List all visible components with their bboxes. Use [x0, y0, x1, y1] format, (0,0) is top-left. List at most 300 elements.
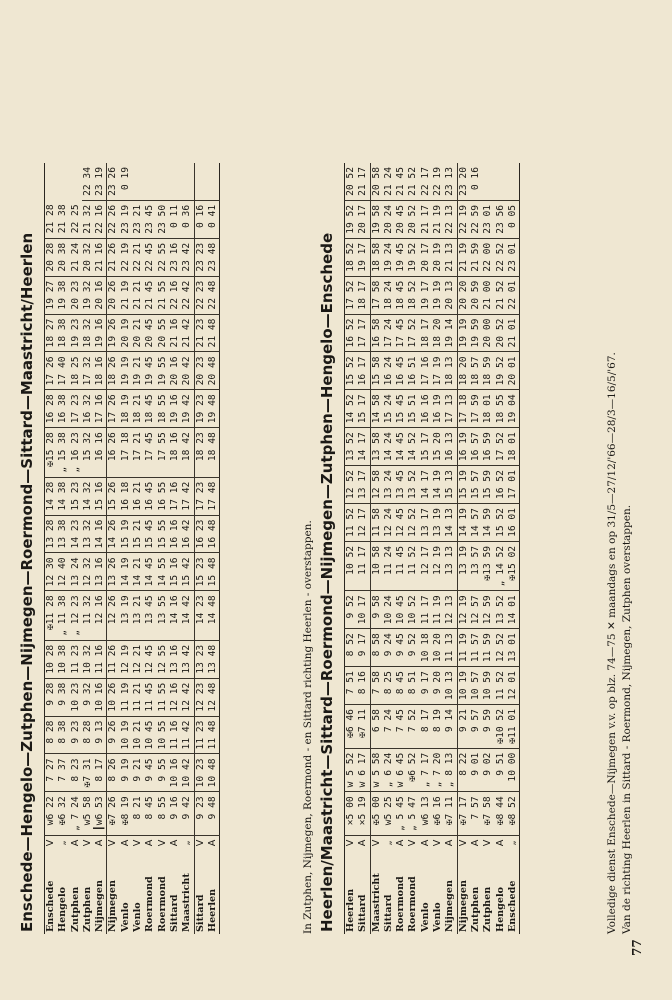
time-cell: 12 42	[181, 678, 194, 716]
time-cell: 18 57	[470, 352, 482, 390]
time-cell: 8 23	[70, 754, 82, 792]
time-cell: 17 52	[407, 314, 419, 352]
time-cell: 21 17	[357, 163, 370, 200]
time-cell: 22 25	[70, 200, 82, 238]
station-name: Nijmegen	[94, 880, 106, 932]
arrival-departure-marker: „	[506, 840, 518, 846]
time-cell: 10 57	[470, 667, 482, 705]
time-cell: 21 48	[207, 314, 220, 352]
time-cell: ✠11 01	[507, 705, 520, 749]
time-cell: 16 55	[157, 477, 169, 515]
station-name: Zutphen	[69, 886, 81, 932]
time-cell: 15 19	[457, 466, 470, 504]
time-cell: 23 19	[120, 200, 132, 238]
time-cell: 14 45	[144, 553, 156, 591]
time-cell: 19 23	[70, 314, 82, 352]
time-cell: 16 38	[57, 390, 69, 428]
station-name: Roermond	[407, 876, 419, 932]
time-cell: 15 20	[432, 428, 444, 466]
time-cell: 21 13	[444, 238, 457, 276]
time-cell: 11 23	[70, 640, 82, 678]
time-cell: 11 16	[94, 640, 107, 678]
time-cell: 22 55	[157, 238, 169, 276]
time-cell: 7 58	[370, 667, 383, 705]
time-cell: 15 48	[207, 553, 220, 591]
time-cell: 14 19	[120, 553, 132, 591]
time-cell: 14 17	[420, 466, 432, 504]
time-cell: ✕5 00	[345, 792, 358, 836]
timetable-row	[407, 163, 419, 934]
time-cell: 19 14	[444, 314, 457, 352]
time-cell: 9 38	[57, 678, 69, 716]
arrival-departure-marker: A	[469, 839, 481, 847]
time-cell: 19 24	[383, 238, 395, 276]
arrival-departure-marker: „	[181, 840, 193, 846]
station-name: Zutphen	[81, 886, 93, 932]
time-cell: 12 24	[383, 504, 395, 542]
time-cell: 23 45	[144, 200, 156, 238]
time-cell: 9 26	[107, 716, 120, 754]
time-cell: 16 24	[383, 352, 395, 390]
time-cell: 11 19	[120, 678, 132, 716]
station-name: Maastricht	[370, 850, 383, 934]
time-cell: 21 45	[144, 276, 156, 314]
time-cell: 10 58	[370, 541, 383, 590]
time-cell: 22 23	[194, 276, 207, 314]
time-cell: 19 19	[120, 352, 132, 390]
time-cell: 7 51	[345, 667, 358, 705]
time-cell: 14 32	[82, 477, 94, 515]
time-cell: 20 55	[157, 314, 169, 352]
arrival-departure-marker: A	[444, 839, 456, 847]
time-cell: 17 23	[194, 477, 207, 515]
time-cell: 21 26	[107, 238, 120, 276]
time-cell: 21 52	[495, 276, 507, 314]
station-name: Venlo	[419, 902, 431, 932]
time-cell: 17 18	[457, 390, 470, 428]
time-cell: 13 19	[457, 541, 470, 590]
time-cell: 13 52	[345, 428, 358, 466]
time-cell: 22 26	[107, 200, 120, 238]
timetable-row	[207, 163, 220, 934]
time-cell	[157, 163, 169, 200]
station-name: Venlo	[432, 902, 444, 932]
time-cell: 8 45	[395, 667, 407, 705]
station-name: Roermond	[156, 876, 168, 932]
time-cell: 11 17	[357, 541, 370, 590]
time-cell: 18 42	[181, 428, 194, 477]
time-cell: 17 19	[432, 352, 444, 390]
time-cell: 8 28	[45, 716, 58, 754]
timetable-row	[357, 163, 370, 934]
time-cell: 16 52	[345, 314, 358, 352]
time-cell: ✠7 11	[444, 792, 457, 836]
time-cell: 8 17	[420, 705, 432, 749]
time-cell: 15 55	[157, 515, 169, 553]
arrival-departure-marker: V	[81, 839, 93, 847]
time-cell: 20 16	[169, 352, 181, 390]
station-name: Heerlen	[345, 888, 356, 932]
time-cell: 21 17	[420, 200, 432, 238]
time-cell: 9 21	[132, 754, 144, 792]
time-cell: 13 45	[144, 591, 156, 640]
time-cell: 18 17	[357, 276, 370, 314]
time-cell: 22 48	[207, 276, 220, 314]
time-cell: 22 19	[432, 163, 444, 200]
time-cell: 19 59	[470, 314, 482, 352]
timetable-row	[495, 163, 507, 934]
time-cell: 15 26	[107, 477, 120, 515]
time-cell: 7 57	[470, 792, 482, 836]
time-cell: 16 21	[132, 477, 144, 515]
arrival-departure-marker: „	[382, 840, 394, 846]
time-cell: 9 58	[370, 591, 383, 629]
time-cell: 18 20	[457, 352, 470, 390]
time-cell: „ 14 52	[495, 541, 507, 590]
time-cell: 8 38	[57, 716, 69, 754]
time-cell: 16 48	[207, 515, 220, 553]
time-cell: 17 23	[70, 390, 82, 428]
time-cell: 9 57	[470, 705, 482, 749]
station-name: Sittard	[168, 894, 180, 932]
station-name: Roermond	[395, 876, 407, 932]
arrival-departure-marker: A	[357, 839, 369, 847]
time-cell: 12 16	[169, 678, 181, 716]
time-cell: 19 52	[495, 352, 507, 390]
time-cell: 18 17	[420, 314, 432, 352]
time-cell: 15 58	[370, 352, 383, 390]
time-cell: 17 17	[357, 314, 370, 352]
time-cell: 20 19	[120, 314, 132, 352]
time-cell	[144, 163, 156, 200]
time-cell: 21 45	[395, 163, 407, 200]
time-cell: 16 59	[482, 428, 494, 466]
time-cell: 20 16	[94, 276, 107, 314]
time-cell: 14 23	[194, 591, 207, 640]
time-cell: 21 19	[457, 238, 470, 276]
time-cell: 17 18	[120, 428, 132, 477]
time-cell: 11 45	[395, 541, 407, 590]
time-cell: 20 48	[207, 352, 220, 390]
time-cell: 18 58	[370, 238, 383, 276]
time-cell: 8 19	[432, 705, 444, 749]
time-cell: 10 13	[444, 667, 457, 705]
arrival-departure-marker: V	[132, 839, 144, 847]
time-cell: 15 24	[383, 390, 395, 428]
time-cell: 11 52	[407, 541, 419, 590]
timetable-row	[94, 163, 107, 934]
time-cell: 19 48	[207, 390, 220, 428]
time-cell: 10 52	[345, 541, 358, 590]
time-cell: 19 32	[82, 276, 94, 314]
time-cell: 21 16	[94, 238, 107, 276]
time-cell: 17 24	[383, 314, 395, 352]
arrival-departure-marker: A	[144, 839, 156, 847]
time-cell: 18 45	[144, 390, 156, 428]
time-cell: „ 12 23	[70, 591, 82, 640]
time-cell: 9 32	[82, 678, 94, 716]
time-cell: 20 17	[420, 238, 432, 276]
time-cell: 9 17	[420, 667, 432, 705]
time-cell: 13 16	[94, 553, 107, 591]
arrival-departure-marker: A	[395, 839, 407, 847]
time-cell: 20 26	[107, 276, 120, 314]
time-cell: ✠10 52	[495, 705, 507, 749]
time-cell: 21 52	[407, 163, 419, 200]
time-cell: 19 52	[345, 200, 358, 238]
station-name: Sittard	[194, 850, 207, 934]
time-cell: 23 42	[181, 238, 194, 276]
arrival-departure-marker: V	[482, 839, 494, 847]
arrival-departure-marker: A	[119, 839, 131, 847]
timetable-row	[82, 163, 94, 934]
time-cell: 17 16	[169, 477, 181, 515]
time-cell: „ 7 17	[420, 748, 432, 792]
time-cell: 11 52	[345, 504, 358, 542]
time-cell: 12 55	[157, 640, 169, 678]
time-cell: 10 32	[82, 640, 94, 678]
time-cell: 13 32	[82, 515, 94, 553]
time-cell: 17 55	[157, 428, 169, 477]
arrival-departure-marker: A	[419, 839, 431, 847]
time-cell	[507, 163, 520, 200]
station-name: Nijmegen	[444, 880, 456, 932]
time-cell: 20 01	[507, 352, 520, 390]
time-cell: 11 24	[383, 541, 395, 590]
time-cell: 8 17	[94, 754, 107, 792]
time-cell: 15 45	[144, 515, 156, 553]
time-cell: 13 58	[370, 428, 383, 466]
time-cell: 17 16	[420, 352, 432, 390]
time-cell: 19 27	[45, 276, 58, 314]
timetable-row	[194, 163, 207, 934]
time-cell: 23 16	[169, 238, 181, 276]
time-cell: 12 40	[57, 553, 69, 591]
time-cell: 16 45	[395, 352, 407, 390]
time-cell: 10 45	[395, 591, 407, 629]
time-cell: 17 59	[470, 390, 482, 428]
time-cell: 10 42	[181, 754, 194, 792]
time-cell: 16 19	[432, 390, 444, 428]
time-cell: 9 17	[357, 629, 370, 667]
time-cell: ✠8 19	[120, 792, 132, 836]
time-cell: 12 23	[194, 678, 207, 716]
time-cell: 19 21	[132, 352, 144, 390]
time-cell: 0 05	[507, 200, 520, 238]
time-cell: 20 59	[470, 276, 482, 314]
time-cell: 17 45	[144, 428, 156, 477]
time-cell: 19 42	[181, 390, 194, 428]
arrival-departure-marker: V	[345, 839, 356, 847]
time-cell: 10 19	[120, 716, 132, 754]
time-cell: 20 45	[395, 200, 407, 238]
time-cell: 14 57	[470, 504, 482, 542]
time-cell: 15 16	[169, 553, 181, 591]
station-name: Roermond	[144, 876, 156, 932]
time-cell: 23 23	[194, 238, 207, 276]
time-cell: ✠11 28	[45, 591, 58, 640]
time-cell: 0 11	[169, 200, 181, 238]
time-cell: 22 21	[132, 238, 144, 276]
time-cell: 16 23	[194, 515, 207, 553]
time-cell: 9 24	[383, 629, 395, 667]
time-cell: 19 45	[144, 352, 156, 390]
time-cell: 21 24	[383, 163, 395, 200]
time-cell	[132, 163, 144, 200]
time-cell: 12 45	[144, 640, 156, 678]
time-cell: 9 45	[395, 629, 407, 667]
time-cell: 20 42	[181, 352, 194, 390]
time-cell: 11 48	[207, 716, 220, 754]
time-cell: 9 45	[144, 754, 156, 792]
time-cell: 15 13	[444, 466, 457, 504]
arrival-departure-marker: V	[156, 839, 168, 847]
time-cell: 17 21	[132, 428, 144, 477]
time-cell: 10 24	[383, 591, 395, 629]
time-cell: 22 45	[144, 238, 156, 276]
time-cell: 21 16	[169, 314, 181, 352]
time-cell: 8 22	[457, 748, 470, 792]
time-cell: 11 19	[432, 591, 444, 629]
time-cell: 11 21	[132, 678, 144, 716]
time-cell: 8 21	[132, 792, 144, 836]
time-cell: 13 55	[157, 591, 169, 640]
time-cell: „ 7 24	[70, 792, 82, 836]
time-cell: ✠6 52	[407, 748, 419, 792]
station-name: Nijmegen	[457, 850, 470, 934]
time-cell: ✠7 11	[357, 705, 370, 749]
time-cell: 11 32	[82, 591, 94, 640]
time-cell: 19 16	[94, 314, 107, 352]
timetable-row	[169, 163, 181, 934]
time-cell: 14 58	[370, 390, 383, 428]
time-cell: 8 16	[357, 667, 370, 705]
time-cell: w 5 58	[370, 748, 383, 792]
time-cell: 13 13	[444, 541, 457, 590]
timetable-row	[444, 163, 457, 934]
time-cell: 22 17	[420, 163, 432, 200]
time-cell: 15 23	[194, 553, 207, 591]
time-cell: 0 36	[181, 200, 194, 238]
time-cell	[495, 163, 507, 200]
time-cell: 9 01	[470, 748, 482, 792]
station-name: Heerlen	[206, 888, 218, 932]
time-cell: 14 38	[57, 477, 69, 515]
time-cell: 15 32	[82, 428, 94, 477]
time-cell: 17 52	[345, 276, 358, 314]
time-cell: „ 6 24	[383, 748, 395, 792]
time-cell: 12 59	[482, 591, 494, 629]
time-cell: 13 45	[395, 466, 407, 504]
time-cell: 19 26	[107, 314, 120, 352]
time-cell: 18 01	[507, 428, 520, 466]
time-cell: 18 24	[383, 276, 395, 314]
time-cell: 21 19	[120, 276, 132, 314]
time-cell: ✠8 44	[495, 792, 507, 836]
arrival-departure-marker: A	[206, 839, 218, 847]
arrival-departure-marker: A	[168, 839, 180, 847]
time-cell: 21 42	[181, 314, 194, 352]
timetable-row	[395, 163, 407, 934]
time-cell: 21 23	[194, 314, 207, 352]
time-cell: 17 42	[181, 477, 194, 515]
time-cell: 14 48	[207, 591, 220, 640]
arrival-departure-marker: A	[494, 839, 506, 847]
time-cell: w 6 17	[357, 748, 370, 792]
time-cell: 14 21	[132, 553, 144, 591]
time-cell: 20 58	[370, 163, 383, 200]
time-cell: 7 45	[395, 705, 407, 749]
time-cell: 20 13	[444, 276, 457, 314]
time-cell: 13 21	[132, 591, 144, 640]
time-cell: 19 16	[169, 390, 181, 428]
arrival-departure-marker: V	[432, 839, 444, 847]
station-name: Zutphen	[469, 886, 481, 932]
time-cell: 15 23	[70, 477, 82, 515]
time-cell: 10 38	[57, 640, 69, 678]
timetable-row	[470, 163, 482, 934]
time-cell: 16 57	[470, 428, 482, 466]
time-cell: ✠7 31	[82, 754, 94, 792]
time-cell: 8 45	[144, 792, 156, 836]
time-cell: ✠6 16	[432, 792, 444, 836]
time-cell: 18 13	[444, 352, 457, 390]
time-cell: 0 16	[194, 200, 207, 238]
time-cell: 7 52	[407, 705, 419, 749]
time-cell: 16 42	[181, 515, 194, 553]
time-cell: 12 16	[94, 591, 107, 640]
time-cell: 13 17	[420, 504, 432, 542]
time-cell: ✠13 59	[482, 541, 494, 590]
time-cell: 10 18	[420, 629, 432, 667]
time-cell: 9 16	[169, 792, 181, 836]
timetable-row	[132, 163, 144, 934]
time-cell: 15 45	[395, 390, 407, 428]
arrival-departure-marker: A	[69, 839, 81, 847]
time-cell: ┃w6 53	[94, 792, 107, 836]
time-cell: 16 16	[420, 390, 432, 428]
time-cell: 17 01	[507, 466, 520, 504]
time-cell: 11 13	[444, 629, 457, 667]
time-cell: 13 19	[432, 504, 444, 542]
timetable-row	[107, 163, 120, 934]
timetable-row	[432, 163, 444, 934]
time-cell: 8 58	[370, 629, 383, 667]
time-cell: 13 23	[194, 640, 207, 678]
timetable-row	[57, 163, 69, 934]
time-cell: 18 45	[395, 276, 407, 314]
time-cell: 13 24	[383, 466, 395, 504]
time-cell: ✠15 28	[45, 428, 58, 477]
time-cell	[207, 163, 220, 200]
time-cell: 14 19	[457, 504, 470, 542]
time-cell: 10 00	[507, 748, 520, 792]
time-cell: 9 21	[457, 705, 470, 749]
time-cell: 23 01	[507, 238, 520, 276]
time-cell: 13 16	[169, 640, 181, 678]
time-cell: 20 00	[482, 314, 494, 352]
time-cell: 18 20	[432, 314, 444, 352]
time-cell: 17 40	[57, 352, 69, 390]
time-cell: 17 16	[94, 390, 107, 428]
time-cell: 22 34	[82, 163, 94, 200]
time-cell: 18 55	[157, 390, 169, 428]
time-cell: 18 52	[407, 276, 419, 314]
time-cell: 17 58	[370, 276, 383, 314]
time-cell: 18 23	[194, 428, 207, 477]
top-timetable	[44, 163, 220, 934]
time-cell: w5 25	[383, 792, 395, 836]
